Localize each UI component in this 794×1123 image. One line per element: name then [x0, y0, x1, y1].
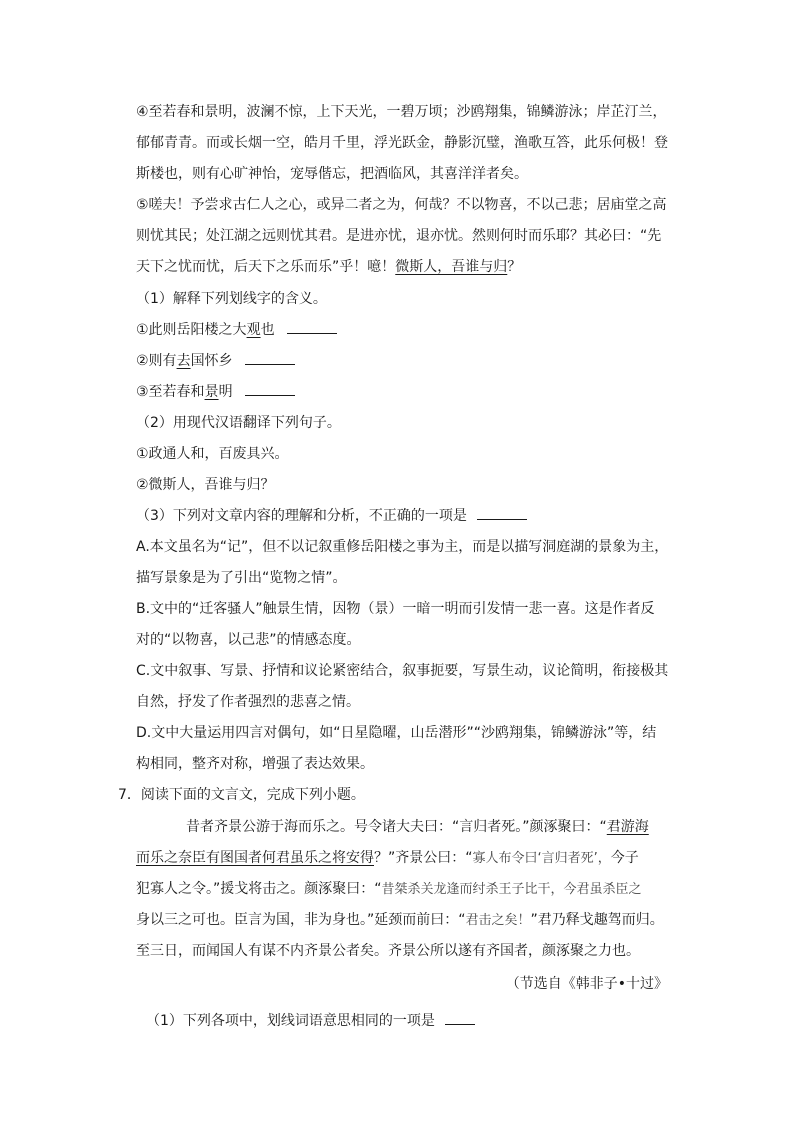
q1-c-text-end: 明	[218, 384, 233, 400]
q7-passage-line3	[136, 880, 642, 899]
q1-item-a	[136, 321, 337, 339]
q3-stem-text: （3）下列对文章内容的理解和分析，不正确的一项是	[136, 508, 467, 524]
para5-line2: 则忧其民；处江湖之远则忧其君。是进亦忧，退亦忧。然则何时而乐耶？其必曰：“先	[136, 228, 662, 244]
q7-passage-line1	[186, 818, 649, 836]
q7-heading: 7．阅读下面的文言文，完成下列小题。	[118, 787, 365, 803]
q3-option-d-line2: 构相同，整齐对称，增强了表达效果。	[136, 756, 374, 772]
q3-option-c-line2: 自然，抒发了作者强烈的悲喜之情。	[136, 694, 360, 710]
answer-blank[interactable]	[245, 383, 295, 396]
q7-passage-line5: 至三日，而闻国人有谋不内齐景公者矣。齐景公所以遂有齐国者，颜涿聚之力也。	[136, 943, 640, 959]
q7-l1-text: 昔者齐景公游于海而乐之。号令诸大夫曰：“言归者死。”颜涿聚曰：“	[186, 819, 607, 835]
q7-l2-text: ？”齐景公曰：“	[374, 850, 473, 866]
q2-item-b: ②微斯人，吾谁与归？	[136, 477, 275, 493]
q1-stem: （1）解释下列划线字的含义。	[136, 291, 327, 307]
answer-blank[interactable]	[477, 507, 527, 520]
q2-item-a: ①政通人和，百废具兴。	[136, 446, 289, 462]
q7-passage-line4	[136, 911, 664, 930]
para5-end: ？	[507, 259, 522, 275]
q7-sub1-text: （1）下列各项中，划线词语意思相同的一项是	[146, 1013, 435, 1029]
q1-b-text-end: 国怀乡	[190, 353, 233, 369]
q7-passage-line2	[136, 849, 639, 868]
para4-line2: 郁郁青青。而或长烟一空，皓月千里，浮光跃金，静影沉璧，渔歌互答，此乐何极！登	[136, 135, 668, 151]
q1-c-text: ③至若春和	[136, 384, 205, 400]
q1-b-underlined: 去	[176, 353, 191, 369]
q3-option-a-line2: 描写景象是为了引出“览物之情”。	[136, 570, 347, 586]
q7-l2-end: 今子	[610, 850, 639, 866]
para5-line1: ⑤嗟夫！予尝求古仁人之心，或异二者之为，何哉？不以物喜，不以己悲；居庙堂之高	[136, 197, 667, 213]
q1-item-c	[136, 383, 295, 401]
q7-l4-text: 身以三之可也。臣言为国，非为身也。”延颈而前曰：“	[136, 912, 466, 928]
q7-sub1-stem	[146, 1012, 475, 1030]
para4-line3: 斯楼也，则有心旷神怡，宠辱偕忘，把酒临风，其喜洋洋者矣。	[136, 166, 528, 182]
q1-c-underlined: 景	[204, 384, 219, 400]
underlined-sentence: 微斯人，吾谁与归	[395, 259, 508, 275]
q2-stem: （2）用现代汉语翻译下列句子。	[136, 415, 341, 431]
q3-option-b-line2: 对的“以物喜，以己悲”的情感态度。	[136, 632, 361, 648]
q1-b-text: ②则有	[136, 353, 177, 369]
q7-l4-end: ”君乃释戈趣驾而归。	[530, 912, 664, 928]
q1-item-b	[136, 352, 295, 370]
q7-underlined-start: 君游海	[606, 819, 649, 835]
q3-option-a-line1: A.本文虽名为“记”，但不以记叙重修岳阳楼之事为主，而是以描写洞庭湖的景象为主，	[136, 539, 669, 555]
q7-l3-text: 犯寡人之令。”援戈将击之。颜涿聚曰：“	[136, 881, 382, 897]
q7-underlined-sentence: 而乐之奈臣有图国者何君虽乐之将安得	[136, 850, 374, 866]
q7-l2-inner-quote: 寡人布令曰‘言归者死’，	[472, 851, 611, 866]
q7-l4-inner-quote: 君击之矣！	[465, 913, 531, 928]
q3-option-d-line1: D.文中大量运用四言对偶句，如“日星隐曜，山岳潜形”“沙鸥翔集，锦鳞游泳”等，结	[136, 725, 657, 741]
q1-a-text: ①此则岳阳楼之大	[136, 322, 247, 338]
answer-blank[interactable]	[287, 321, 337, 334]
answer-blank[interactable]	[445, 1012, 475, 1025]
passage-source: （节选自《韩非子•十过》	[505, 976, 668, 992]
q3-stem	[136, 507, 527, 525]
q1-a-underlined: 观	[246, 322, 261, 338]
answer-blank[interactable]	[245, 352, 295, 365]
q3-option-c-line1: C.文中叙事、写景、抒情和议论紧密结合，叙事扼要，写景生动，议论简明，衔接极其	[136, 663, 669, 679]
para5-text: 天下之忧而忧，后天下之乐而乐”乎！噫！	[136, 259, 396, 275]
q3-option-b-line1: B.文中的“迁客骚人”触景生情，因物（景）一暗一明而引发情一悲一喜。这是作者反	[136, 601, 655, 617]
para4-line1: ④至若春和景明，波澜不惊，上下天光，一碧万顷；沙鸥翔集，锦鳞游泳；岸芷汀兰，	[136, 104, 667, 120]
q1-a-text-end: 也	[260, 322, 275, 338]
para5-line3	[136, 258, 521, 276]
q7-l3-inner-quote: 昔桀杀关龙逢而纣杀王子比干，今君虽杀臣之	[381, 882, 642, 897]
